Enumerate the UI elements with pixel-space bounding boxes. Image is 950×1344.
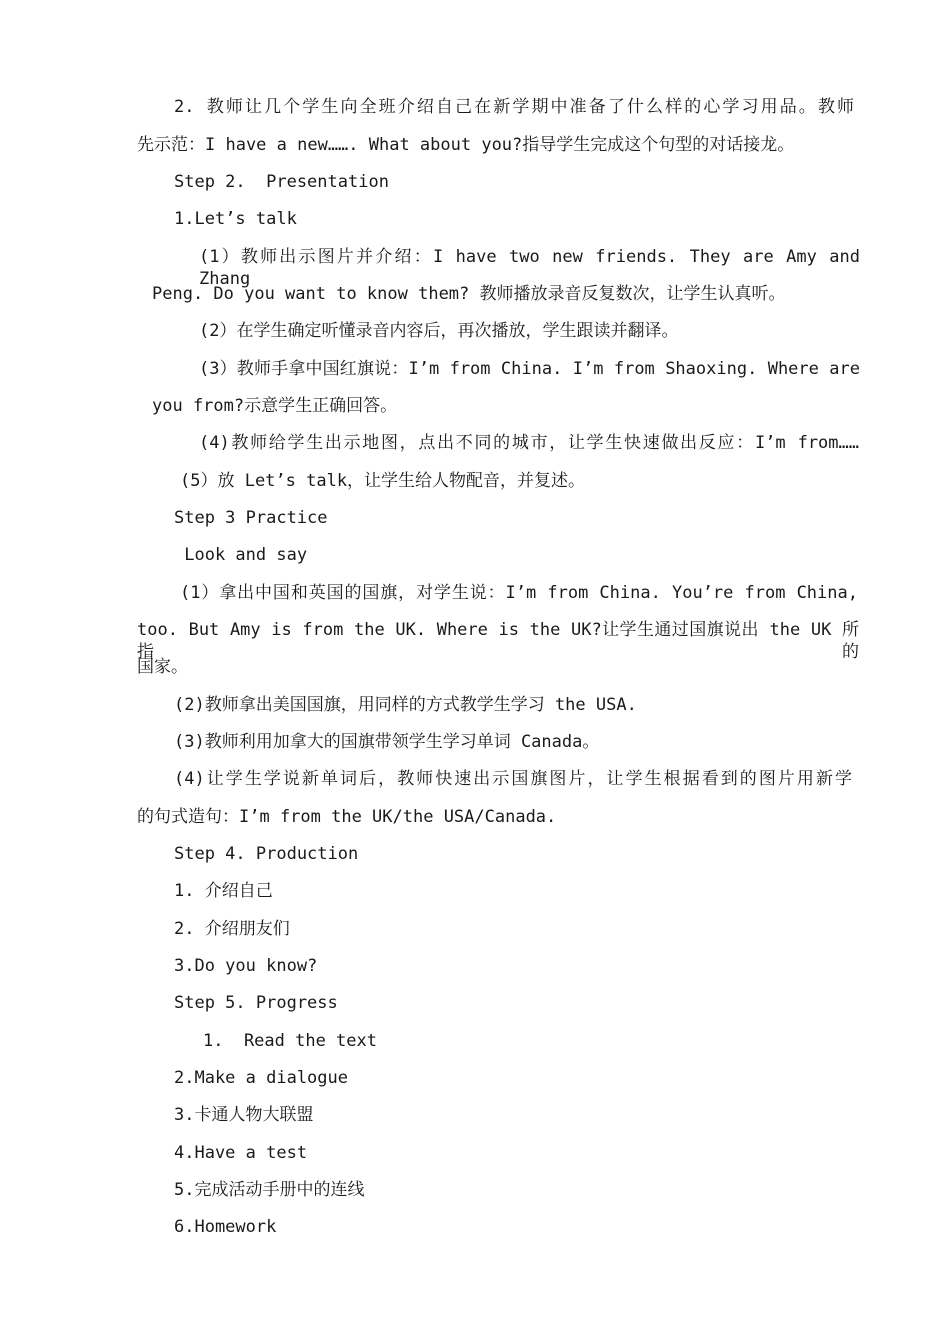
paragraph-line: too. But Amy is from the UK. Where is the UK?让学生通过国旗说出 the UK 所指的	[137, 620, 859, 662]
list-item: 2. 介绍朋友们	[174, 919, 290, 939]
list-item: 2.Make a dialogue	[174, 1068, 348, 1088]
paragraph-line: (4)教师给学生出示地图，点出不同的城市，让学生快速做出反应：I’m from……	[199, 433, 859, 453]
paragraph-line: (3）教师手拿中国红旗说：I’m from China. I’m from Shaoxing. Where are	[199, 359, 860, 379]
step-heading: Step 4. Production	[174, 844, 359, 864]
list-item: 3.卡通人物大联盟	[174, 1105, 314, 1125]
paragraph-line: 的句式造句：I’m from the UK/the USA/Canada.	[137, 807, 557, 827]
step-heading: Step 2. Presentation	[174, 172, 389, 192]
paragraph-line: 国家。	[137, 657, 188, 677]
list-item: 6.Homework	[174, 1217, 277, 1237]
section-heading: Look and say	[174, 545, 308, 565]
paragraph-line: (2）在学生确定听懂录音内容后，再次播放，学生跟读并翻译。	[199, 321, 679, 341]
paragraph-line: you from?示意学生正确回答。	[152, 396, 398, 416]
paragraph-line: (1）拿出中国和英国的国旗，对学生说：I’m from China. You’re from China,	[180, 583, 858, 603]
list-item: 5.完成活动手册中的连线	[174, 1180, 365, 1200]
paragraph-line: (2)教师拿出美国国旗，用同样的方式教学生学习 the USA.	[174, 695, 637, 715]
list-item: 4.Have a test	[174, 1143, 308, 1163]
paragraph-line: 2. 教师让几个学生向全班介绍自己在新学期中准备了什么样的心学习用品。教师	[174, 97, 854, 117]
step-heading: Step 5. Progress	[174, 993, 338, 1013]
paragraph-line: (1）教师出示图片并介绍：I have two new friends. They are Amy and Zhang	[199, 247, 860, 289]
paragraph-line: 先示范：I have a new……. What about you?指导学生完成这个句型的对话接龙。	[137, 135, 795, 155]
list-item: 1. 介绍自己	[174, 881, 273, 901]
section-heading: 1.Let’s talk	[174, 209, 297, 229]
list-item: 1. Read the text	[203, 1031, 377, 1051]
list-item: 3.Do you know?	[174, 956, 318, 976]
paragraph-line: (5）放 Let’s talk，让学生给人物配音，并复述。	[180, 471, 586, 491]
paragraph-line: (4)让学生学说新单词后，教师快速出示国旗图片，让学生根据看到的图片用新学	[174, 769, 852, 789]
step-heading: Step 3 Practice	[174, 508, 328, 528]
paragraph-line: Peng. Do you want to know them? 教师播放录音反复数次，让学生认真听。	[152, 284, 786, 304]
paragraph-line: (3)教师利用加拿大的国旗带领学生学习单词 Canada。	[174, 732, 600, 752]
